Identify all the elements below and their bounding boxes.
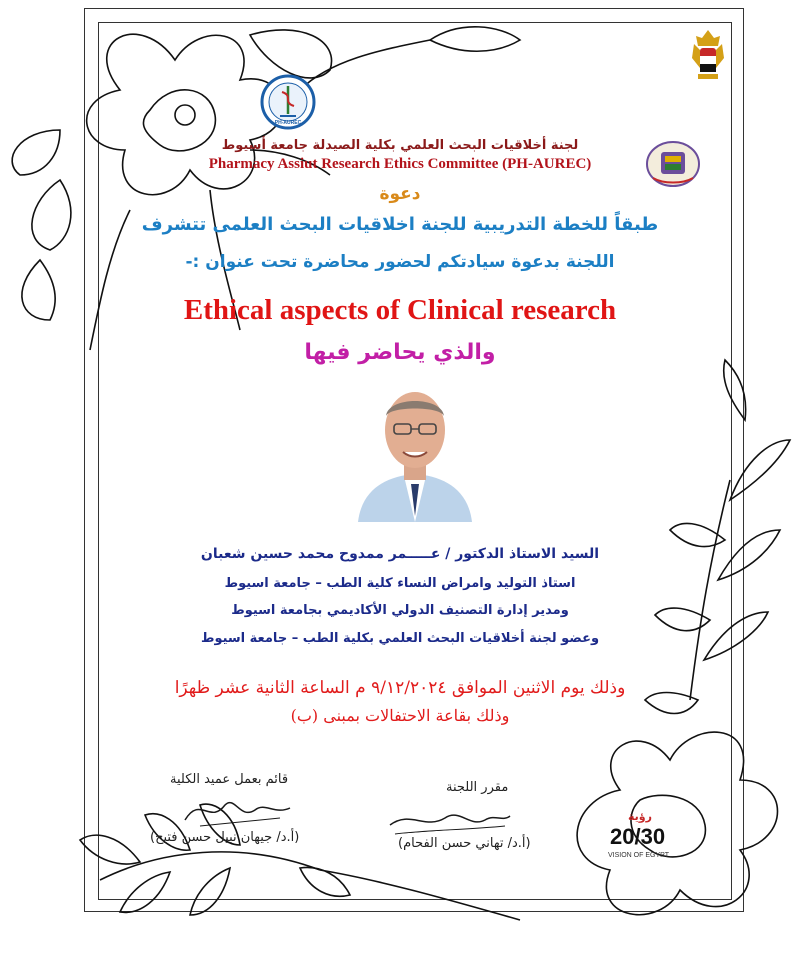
vision-year: 20/30: [610, 824, 666, 849]
committee-head-title: مقرر اللجنة: [446, 780, 509, 795]
invitation-line-1: طبقاً للخطة التدريبية للجنة اخلاقيات البحث العلمى تتشرف: [141, 214, 659, 235]
ph-aurec-logo: [260, 74, 316, 130]
event-location: وذلك بقاعة الاحتفالات بمبنى (ب): [290, 706, 510, 725]
committee-head-signature-scribble: [385, 800, 515, 840]
logo-label: PH-AUREC: [274, 120, 302, 126]
egypt-eagle-emblem: [690, 28, 726, 84]
dean-signature-title: قائم بعمل عميد الكلية: [170, 772, 289, 787]
lecturer-title-2: ومدير إدارة التصنيف الدولي الأكاديمي بجامعة اسيوط: [231, 603, 569, 618]
lecturer-photo: [348, 376, 482, 522]
event-date-time: وذلك يوم الاثنين الموافق ٩/١٢/٢٠٢٤ م الساعة الثانية عشر ظهرًا: [174, 678, 626, 698]
committee-name-english: Pharmacy Assiut Research Ethics Committee (PH-AUREC): [208, 156, 592, 172]
lecturer-title-1: استاذ التوليد وامراض النساء كلية الطب – جامعة اسيوط: [224, 576, 576, 591]
dean-name: (أ.د/ جيهان نبيل حسن فتيح): [150, 830, 300, 845]
invitation-line-2: اللجنة بدعوة سيادتكم لحضور محاضرة تحت عنوان :-: [185, 252, 615, 272]
lecturer-name: السيد الاستاذ الدكتور / عـــــمر ممدوح محمد حسين شعبان: [200, 546, 600, 562]
committee-head-name: (أ.د/ تهاني حسن الفحام): [398, 836, 531, 851]
egypt-vision-2030-logo: [598, 810, 690, 866]
dean-signature-scribble: [180, 790, 300, 830]
invitation-heading: دعوة: [379, 184, 421, 204]
vision-label: رؤية: [628, 810, 652, 823]
vision-caption: VISION OF EGYPT: [608, 852, 670, 859]
lecturer-title-3: وعضو لجنة أخلاقيات البحث العلمي بكلية الطب – جامعة اسيوط: [200, 631, 600, 646]
lecture-title: Ethical aspects of Clinical research: [183, 294, 617, 326]
lecturer-intro: والذي يحاضر فيها: [304, 340, 496, 365]
committee-name-arabic: لجنة أخلاقيات البحث العلمي بكلية الصيدلة جامعة أسيوط: [221, 138, 579, 153]
